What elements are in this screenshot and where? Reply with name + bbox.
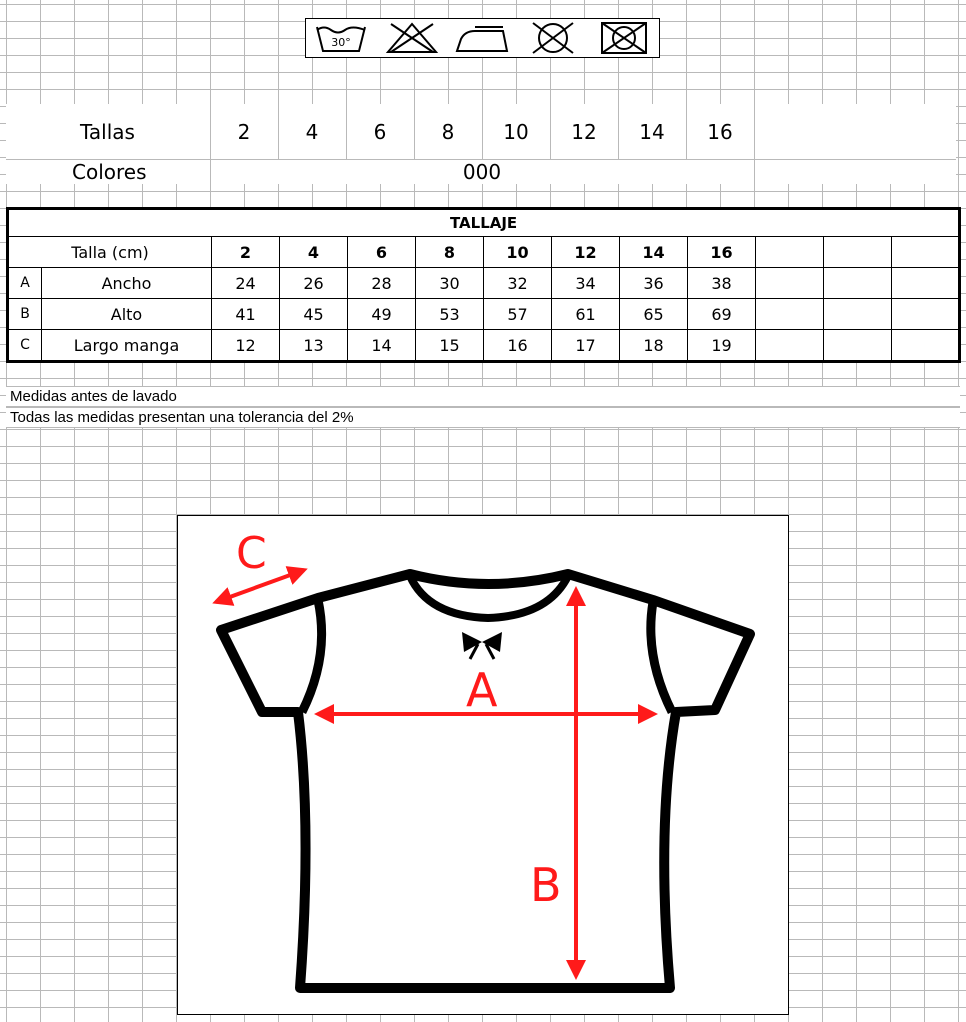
empty-cell <box>824 299 892 330</box>
no-dry-clean-icon <box>595 20 653 56</box>
table-row <box>8 268 960 299</box>
row-letter: A <box>8 268 42 299</box>
size-value: 2 <box>237 120 251 144</box>
colors-value: 000 <box>462 160 502 184</box>
table-row <box>8 299 960 330</box>
size-value: 16 <box>707 120 733 144</box>
table-row <box>8 330 960 362</box>
label-a: A <box>466 663 498 717</box>
size-header: 10 <box>484 237 552 268</box>
cell-value: 17 <box>552 330 620 362</box>
care-icons-bar <box>305 18 660 58</box>
cell-value: 14 <box>348 330 416 362</box>
size-header: 16 <box>688 237 756 268</box>
empty-cell <box>892 237 960 268</box>
cell-value: 30 <box>416 268 484 299</box>
cell-value: 13 <box>280 330 348 362</box>
empty-cell <box>824 330 892 362</box>
cell-value: 36 <box>620 268 688 299</box>
size-value: 10 <box>503 120 529 144</box>
empty-cell <box>824 237 892 268</box>
colors-label: Colores <box>72 160 147 184</box>
row-name: Largo manga <box>42 330 212 362</box>
label-c: C <box>236 528 267 579</box>
size-header: 4 <box>280 237 348 268</box>
cell-value: 41 <box>212 299 280 330</box>
empty-cell <box>892 330 960 362</box>
table-title: TALLAJE <box>8 209 960 237</box>
row-name: Alto <box>42 299 212 330</box>
tshirt-outline <box>221 574 750 988</box>
cell-value: 15 <box>416 330 484 362</box>
size-header: 12 <box>552 237 620 268</box>
notes <box>6 386 960 428</box>
row-name: Ancho <box>42 268 212 299</box>
cell-value: 32 <box>484 268 552 299</box>
size-header: 14 <box>620 237 688 268</box>
size-value: 4 <box>305 120 319 144</box>
size-header: 8 <box>416 237 484 268</box>
size-header-label: Talla (cm) <box>8 237 212 268</box>
sizes-label: Tallas <box>80 120 135 144</box>
colors-row <box>6 160 956 184</box>
cell-value: 34 <box>552 268 620 299</box>
cell-value: 38 <box>688 268 756 299</box>
cell-value: 69 <box>688 299 756 330</box>
cell-value: 16 <box>484 330 552 362</box>
empty-cell <box>756 299 824 330</box>
empty-cell <box>824 268 892 299</box>
cell-value: 61 <box>552 299 620 330</box>
cell-value: 19 <box>688 330 756 362</box>
size-value: 14 <box>639 120 665 144</box>
size-header: 2 <box>212 237 280 268</box>
cell-value: 49 <box>348 299 416 330</box>
size-value: 12 <box>571 120 597 144</box>
wash-temp-label: 30° <box>331 36 352 49</box>
wash-30-icon <box>312 20 370 56</box>
no-bleach-icon <box>383 20 441 56</box>
size-value: 8 <box>441 120 455 144</box>
empty-cell <box>892 268 960 299</box>
cell-value: 65 <box>620 299 688 330</box>
note-tolerance: Todas las medidas presentan una tolerancia del 2% <box>6 407 960 428</box>
cell-value: 12 <box>212 330 280 362</box>
empty-cell <box>892 299 960 330</box>
empty-cell <box>756 268 824 299</box>
size-header: 6 <box>348 237 416 268</box>
cell-value: 57 <box>484 299 552 330</box>
row-letter: C <box>8 330 42 362</box>
note-washing: Medidas antes de lavado <box>6 386 960 407</box>
table-header-row <box>8 237 960 268</box>
cell-value: 28 <box>348 268 416 299</box>
cell-value: 53 <box>416 299 484 330</box>
sizes-row <box>6 104 956 160</box>
label-b: B <box>530 858 562 912</box>
size-value: 6 <box>373 120 387 144</box>
cell-value: 24 <box>212 268 280 299</box>
no-tumble-dry-icon <box>524 20 582 56</box>
size-chart-table <box>6 207 961 363</box>
cell-value: 18 <box>620 330 688 362</box>
empty-cell <box>756 237 824 268</box>
tshirt-diagram <box>177 515 789 1015</box>
row-letter: B <box>8 299 42 330</box>
cell-value: 26 <box>280 268 348 299</box>
cell-value: 45 <box>280 299 348 330</box>
empty-cell <box>756 330 824 362</box>
iron-icon <box>453 20 511 56</box>
